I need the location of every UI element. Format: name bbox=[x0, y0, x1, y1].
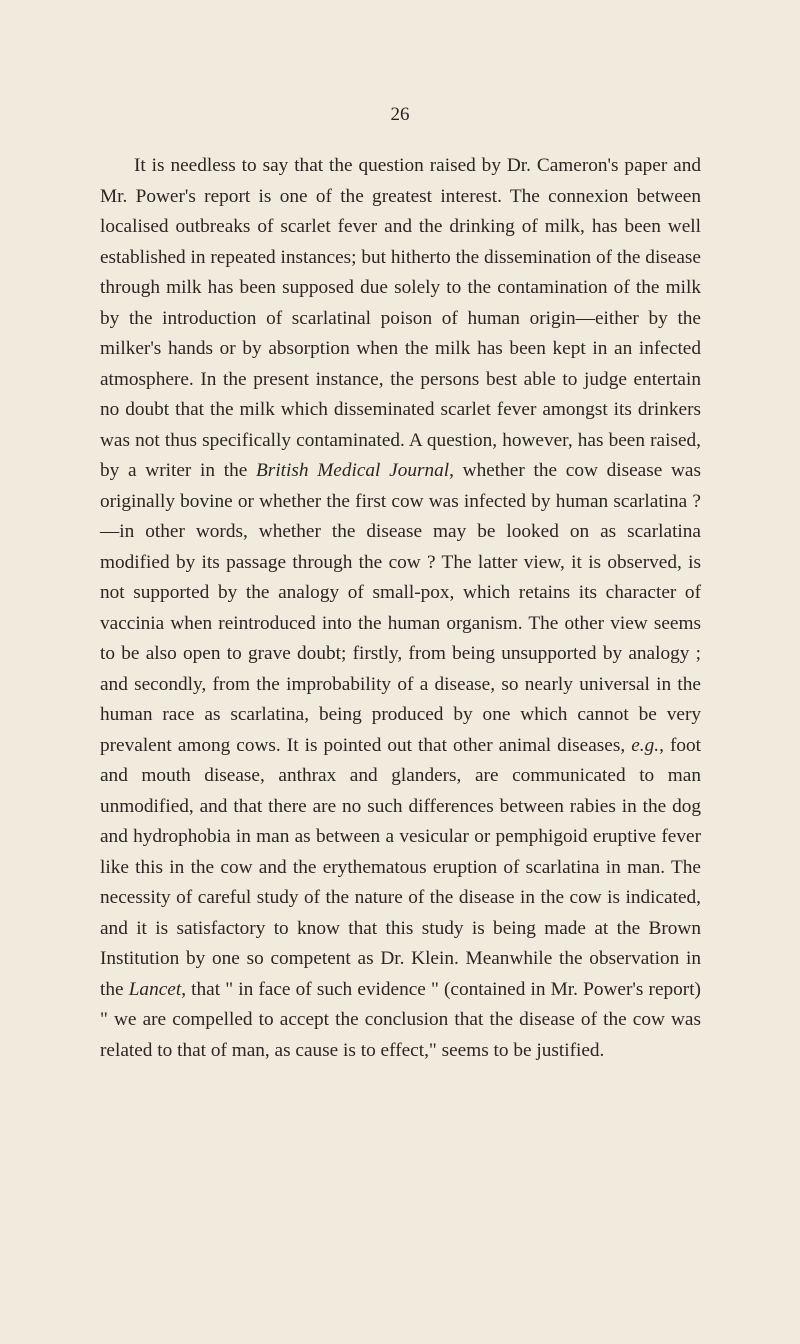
journal-title: British Medical Journal bbox=[256, 460, 450, 481]
page-number: 26 bbox=[390, 104, 410, 125]
paragraph-text-part-1: It is needless to say that the question raised by Dr. Cameron's paper and Mr. Power's report is one of the greatest interest. The connexion between localised outbreaks of scarlet fever and the drinking of milk, has been well established in repeated instances; but hitherto the dissemination of the disease through milk has been supposed due solely to the contamination of the milk by the introduction of scarlatinal poison of human origin—either by the milker's hands or by absorption when the milk has been kept in an infected atmosphere. In the present instance, the persons best able to judge entertain no doubt that the milk which disseminated scarlet fever amongst its drinkers was not thus specifically contaminated. A question, however, has been raised, by a writer in the bbox=[100, 155, 701, 481]
lancet-title: Lancet bbox=[128, 978, 182, 1000]
paragraph-text-part-3: , foot and mouth disease, anthrax and glanders, are communicated to man unmodified, and that there are no such differences between rabies in the dog and hydrophobia in man as between a vesicular or pemphigoid eruptive fever like this in the cow and the erythematous eruption of scarlatina in man. The necessity of careful study of the nature of the disease in the cow is indicated, and it is satisfactory to know that this study is being made at the Brown Institution by one so competent as Dr. Klein. Meanwhile the observation in the bbox=[100, 734, 701, 1000]
abbreviation-eg: e.g. bbox=[631, 734, 660, 756]
paragraph-text-part-2: , whether the cow disease was originally bovine or whether the first cow was infected by human scarlatina ?—in other words, whether the disease may be looked on as scarlatina modified by its passage through the cow ? The latter view, it is observed, is not supported by the analogy of small-pox, which retains its character of vaccinia when reintroduced into the human organism. The other view seems to be also open to grave doubt; firstly, from being unsupported by analogy ; and secondly, from the improbability of a disease, so nearly universal in the human race as scarlatina, being produced by one which cannot be very prevalent among cows. It is pointed out that other animal diseases, bbox=[100, 460, 701, 756]
paragraph-text-part-4: , that " in face of such evidence " (contained in Mr. Power's report) " we are compelled to accept the conclusion that the disease of the cow was related to that of man, as cause is to effect," seems to be justified. bbox=[100, 978, 701, 1061]
body-paragraph bbox=[100, 151, 701, 1066]
